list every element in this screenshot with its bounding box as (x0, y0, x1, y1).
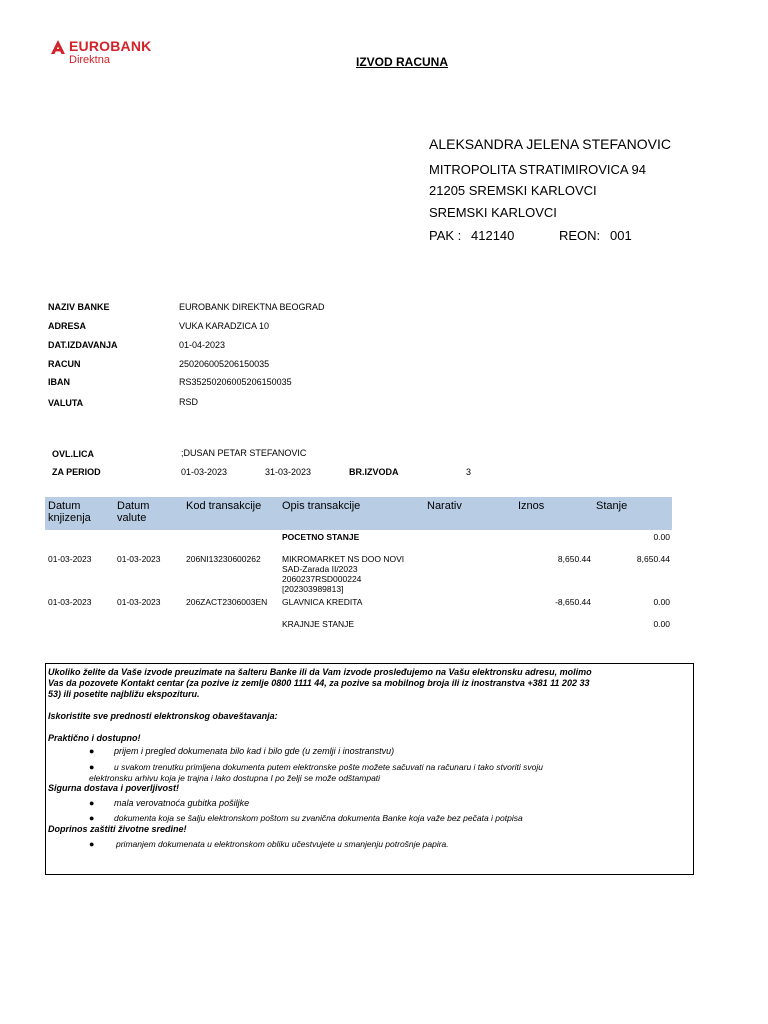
recipient-place: SREMSKI KARLOVCI (429, 205, 557, 220)
notice-section-practical: Praktično i dostupno! (48, 733, 141, 743)
address-value: VUKA KARADZICA 10 (179, 321, 270, 331)
recipient-name: ALEKSANDRA JELENA STEFANOVIC (429, 136, 671, 152)
issue-date-label: DAT.IZDAVANJA (48, 340, 118, 350)
recipient-street: MITROPOLITA STRATIMIROVICA 94 (429, 162, 646, 177)
notice-section-environment: Doprinos zaštiti životne sredine! (48, 824, 187, 834)
bank-logo (42, 34, 166, 70)
iban-label: IBAN (48, 377, 70, 387)
bullet-icon: ● (89, 762, 95, 772)
address-label: ADRESA (48, 321, 87, 331)
statement-number-value: 3 (466, 467, 472, 477)
statement-number-label: BR.IZVODA (349, 467, 399, 477)
notice-bullet-text: u svakom trenutku primljena dokumenta putem elektronske pošte možete sačuvati na računaru i tako stvoriti svoju (114, 762, 543, 772)
opening-balance-value: 0.00 (653, 532, 670, 542)
pak-value: 412140 (471, 228, 515, 243)
bank-name-label: NAZIV BANKE (48, 302, 110, 312)
account-value: 250206005206150035 (179, 359, 270, 369)
notice-intro-line-3: 53) ili posetite najbližu ekspozituru. (48, 689, 200, 699)
logo-name: EUROBANK (69, 38, 152, 54)
notice-bullet-text-continued: elektronsku arhivu koja je trajna i lako dostupna I po želji se može odštampati (89, 773, 381, 783)
authorized-persons-value: ;DUSAN PETAR STEFANOVIC (181, 448, 307, 458)
row-datum-valute: 01-03-2023 (117, 597, 161, 607)
bullet-icon: ● (89, 839, 95, 849)
row-datum-knjizenja: 01-03-2023 (48, 554, 92, 564)
header-datum-knjizenja: Datum knjizenja (48, 500, 91, 524)
reon-value: 001 (610, 228, 632, 243)
row-kod: 206NI13230600262 (186, 554, 261, 564)
opening-balance-label: POCETNO STANJE (282, 532, 360, 542)
logo-subtitle: Direktna (69, 54, 110, 66)
bank-name-value: EUROBANK DIREKTNA BEOGRAD (179, 302, 325, 312)
row-datum-valute: 01-03-2023 (117, 554, 161, 564)
row-iznos: 8,650.44 (557, 554, 591, 564)
notice-heading: Iskoristite sve prednosti elektronskog obaveštavanja: (48, 711, 278, 721)
row-opis: MIKROMARKET NS DOO NOVI SAD-Zarada II/2023 2060237RSD000224 [202303989813] (282, 554, 405, 594)
header-kod-transakcije: Kod transakcije (186, 500, 262, 512)
notice-bullet-text: dokumenta koja se šalju elektronskom poštom su zvanična dokumenta Banke koja važe bez pečata i potpisa (114, 813, 523, 823)
notice-bullet-text: prijem i pregled dokumenata bilo kad i bilo gde (u zemlji i inostranstvu) (114, 746, 395, 756)
authorized-persons-label: OVL.LICA (52, 449, 94, 459)
notice-bullet-text: primanjem dokumenata u elektronskom obliku učestvujete u smanjenju potrošnje papira. (116, 839, 449, 849)
eurobank-logo-icon (50, 39, 66, 55)
transactions-table-header (45, 497, 672, 530)
closing-balance-value: 0.00 (653, 619, 670, 629)
bullet-icon: ● (89, 813, 95, 823)
period-from: 01-03-2023 (181, 467, 228, 477)
currency-value: RSD (179, 397, 199, 407)
row-stanje: 8,650.44 (636, 554, 670, 564)
notice-bullet-text: mala verovatnoća gubitka pošiljke (114, 798, 250, 808)
recipient-city: 21205 SREMSKI KARLOVCI (429, 183, 597, 198)
pak-label: PAK : (429, 228, 462, 243)
document-title: IZVOD RACUNA (356, 55, 448, 69)
notice-intro-line-2: Vas da pozovete Kontakt centar (za pozive iz zemlje 0800 1111 44, za pozive sa mobilnog broja ili iz inostranstva +381 11 202 33 (48, 678, 590, 688)
iban-value: RS35250206005206150035 (179, 377, 292, 387)
closing-balance-label: KRAJNJE STANJE (282, 619, 355, 629)
bullet-icon: ● (89, 798, 95, 808)
notice-box (45, 663, 694, 875)
account-label: RACUN (48, 359, 81, 369)
header-datum-valute: Datum valute (117, 500, 150, 524)
bullet-icon: ● (89, 746, 95, 756)
header-iznos: Iznos (518, 500, 545, 512)
row-opis: GLAVNICA KREDITA (282, 597, 363, 607)
header-narativ: Narativ (427, 500, 462, 512)
notice-section-security: Sigurna dostava i poverljivost! (48, 783, 180, 793)
issue-date-value: 01-04-2023 (179, 340, 226, 350)
row-iznos: -8,650.44 (555, 597, 591, 607)
currency-label: VALUTA (48, 398, 84, 408)
period-to: 31-03-2023 (265, 467, 312, 477)
header-opis-transakcije: Opis transakcije (282, 500, 361, 512)
header-stanje: Stanje (596, 500, 628, 512)
reon-label: REON: (559, 228, 601, 243)
notice-intro-line-1: Ukoliko želite da Vaše izvode preuzimate na šalteru Banke ili da Vam izvode prosleđujemo na Vašu elektronsku adresu, molimo (48, 667, 592, 677)
row-stanje: 0.00 (653, 597, 670, 607)
row-datum-knjizenja: 01-03-2023 (48, 597, 92, 607)
row-kod: 206ZACT2306003EN (186, 597, 268, 607)
period-label: ZA PERIOD (52, 467, 101, 477)
